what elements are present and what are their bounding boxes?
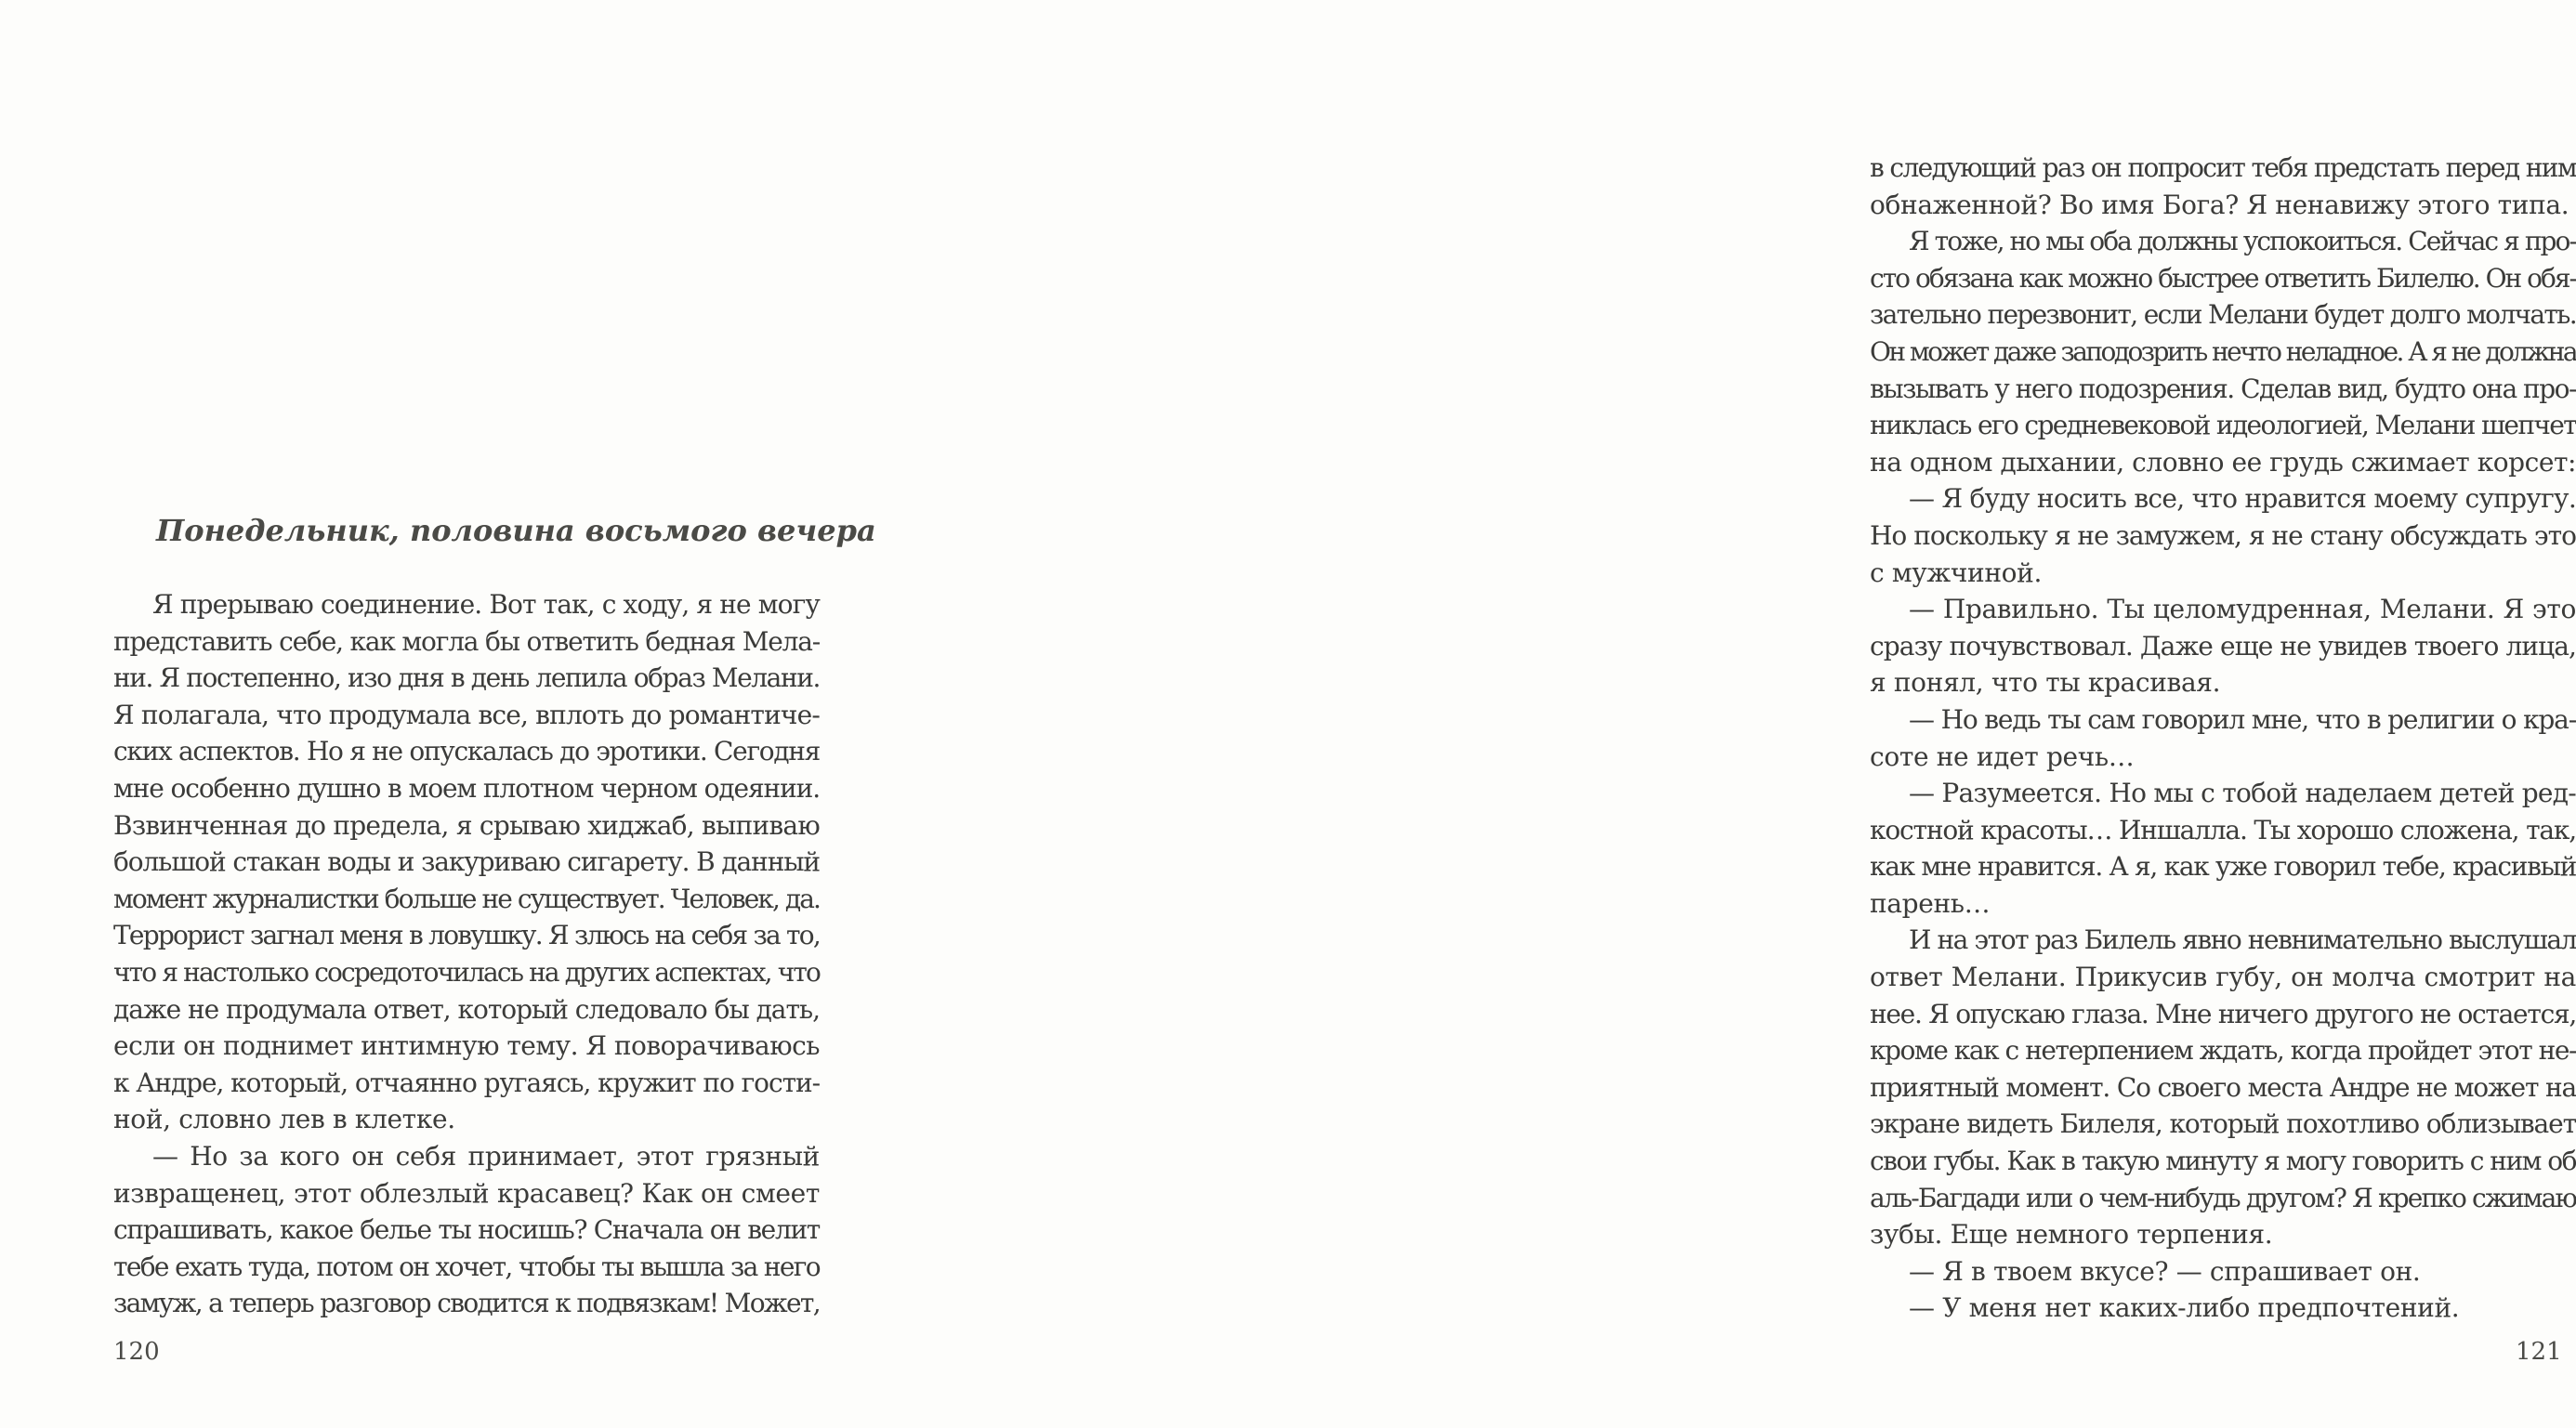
text-line: — У меня нет каких-либо предпочтений. (1909, 1292, 2460, 1324)
text-line: ответ Мелани. Прикусив губу, он молча смотрит на (1870, 962, 2576, 993)
text-line: ских аспектов. Но я не опускалась до эротики. Сегодня (113, 736, 820, 767)
text-line: Он может даже заподозрить нечто неладное. А я не должна (1870, 335, 2576, 367)
text-line: — Я в твоем вкусе? — спрашивает он. (1909, 1255, 2421, 1287)
text-line: аль-Багдади или о чем-нибудь другом? Я крепко сжимаю (1870, 1182, 2576, 1213)
text-line: сразу почувствовал. Даже еще не увидев твоего лица, (1870, 630, 2576, 662)
text-line: вызывать у него подозрения. Сделав вид, будто она про- (1870, 373, 2576, 404)
text-line: сто обязана как можно быстрее ответить Билелю. Он обя- (1870, 262, 2576, 294)
text-line: соте не идет речь… (1870, 740, 2135, 772)
page-number-right: 121 (2516, 1338, 2562, 1366)
text-line: приятный момент. Со своего места Андре не может на (1870, 1071, 2576, 1103)
text-line: — Но за кого он себя принимает, этот грязный (152, 1140, 820, 1172)
text-line: замуж, а теперь разговор сводится к подвязкам! Может, (113, 1288, 820, 1319)
chapter-title: Понедельник, половина восьмого вечера (156, 513, 876, 548)
text-line: свои губы. Как в такую минуту я могу говорить с ним об (1870, 1146, 2576, 1177)
text-line: Я тоже, но мы оба должны успокоиться. Сейчас я про- (1909, 226, 2576, 257)
left-page (0, 0, 887, 1428)
text-line: как мне нравится. А я, как уже говорил тебе, красивый (1870, 851, 2576, 883)
text-line: парень… (1870, 887, 1991, 919)
text-line: костной красоты… Иншалла. Ты хорошо сложена, так, (1870, 814, 2576, 845)
text-line: Террорист загнал меня в ловушку. Я злюсь на себя за то, (113, 920, 820, 951)
text-line: И на этот раз Билель явно невнимательно выслушал (1909, 924, 2576, 956)
text-line: на одном дыхании, словно ее грудь сжимает корсет: (1870, 446, 2576, 478)
text-line: мне особенно душно в моем плотном черном одеянии. (113, 772, 820, 804)
text-line: нее. Я опускаю глаза. Мне ничего другого не остается, (1870, 998, 2576, 1029)
text-line: Я полагала, что продумала все, вплоть до романтиче- (113, 699, 820, 730)
text-line: даже не продумала ответ, который следовало бы дать, (113, 993, 820, 1025)
right-page-text (1870, 150, 2576, 1327)
text-line: зубы. Еще немного терпения. (1870, 1219, 2273, 1251)
text-line: извращенец, этот облезлый красавец? Как он смеет (113, 1177, 820, 1209)
text-line: Я прерываю соединение. Вот так, с ходу, я не могу (152, 589, 820, 620)
text-line: большой стакан воды и закуриваю сигарету. В данный (113, 846, 820, 878)
left-page-text (113, 586, 820, 1322)
text-line: я понял, что ты красивая. (1870, 667, 2221, 699)
text-line: Взвинченная до предела, я срываю хиджаб, выпиваю (113, 809, 820, 841)
text-line: — Я буду носить все, что нравится моему супругу. (1909, 483, 2576, 515)
text-line: момент журналистки больше не существует. Человек, да. (113, 883, 820, 914)
text-line: зательно перезвонит, если Мелани будет долго молчать. (1870, 299, 2576, 331)
text-line: — Но ведь ты сам говорил мне, что в религии о кра- (1909, 703, 2576, 735)
text-line: если он поднимет интимную тему. Я поворачиваюсь (113, 1030, 820, 1062)
text-line: тебе ехать туда, потом он хочет, чтобы ты вышла за него (113, 1251, 820, 1282)
text-line: — Правильно. Ты целомудренная, Мелани. Я это (1909, 594, 2576, 625)
text-line: никлась его средневековой идеологией, Мелани шепчет (1870, 410, 2576, 441)
right-page (887, 0, 2576, 1428)
text-line: что я настолько сосредоточилась на других аспектах, что (113, 956, 820, 988)
text-line: Но поскольку я не замужем, я не стану обсуждать это (1870, 519, 2576, 551)
text-line: в следующий раз он попросит тебя предстать перед ним (1870, 152, 2576, 183)
text-line: обнаженной? Во имя Бога? Я ненавижу этого типа. (1870, 189, 2569, 220)
text-line: с мужчиной. (1870, 557, 2042, 588)
text-line: ни. Я постепенно, изо дня в день лепила образ Мелани. (113, 662, 820, 694)
text-line: ной, словно лев в клетке. (113, 1104, 455, 1135)
text-line: — Разумеется. Но мы с тобой наделаем детей ред- (1909, 778, 2576, 809)
page-number-left: 120 (113, 1338, 160, 1366)
text-line: представить себе, как могла бы ответить бедная Мела- (113, 625, 820, 657)
text-line: кроме как с нетерпением ждать, когда пройдет этот не- (1870, 1035, 2576, 1067)
text-line: к Андре, который, отчаянно ругаясь, кружит по гости- (113, 1067, 820, 1098)
text-line: экране видеть Билеля, который похотливо облизывает (1870, 1108, 2576, 1140)
text-line: спрашивать, какое белье ты носишь? Сначала он велит (113, 1214, 820, 1246)
